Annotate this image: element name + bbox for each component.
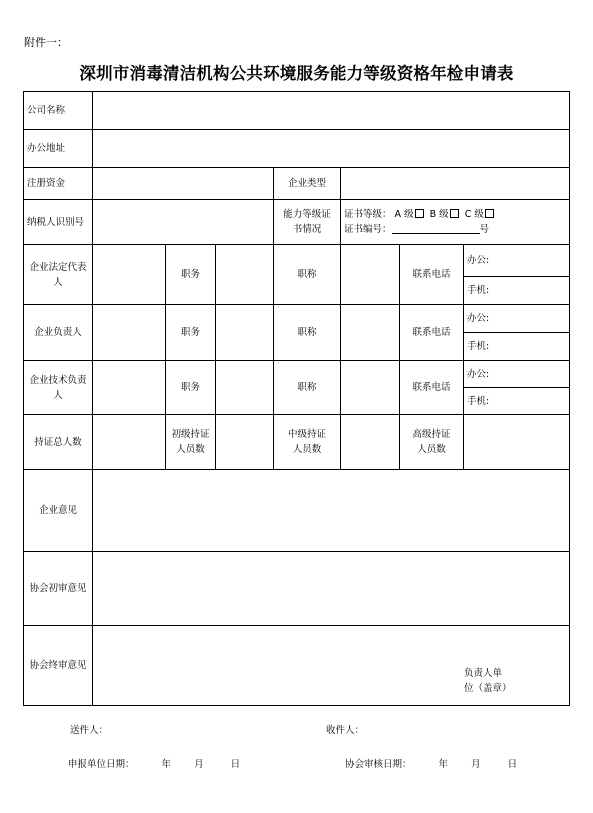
cert-level-label: 证书等级： [344, 209, 392, 220]
senior-certified-label-line1: 高级持证 [412, 429, 451, 440]
cert-level-line [344, 207, 567, 222]
person-in-charge-mobile[interactable]: 手机: [464, 333, 570, 361]
tax-id-label: 纳税人识别号 [24, 200, 93, 245]
seal-note [464, 666, 512, 696]
legal-rep-mobile[interactable]: 手机: [464, 277, 570, 305]
cert-status-label-line1: 能力等级证 [283, 209, 331, 220]
junior-certified-field[interactable] [216, 415, 274, 470]
applicant-date-year: 年 [161, 759, 172, 770]
office-address-field[interactable] [93, 130, 570, 168]
person-in-charge-phone-label: 联系电话 [400, 305, 464, 361]
legal-rep-position-label: 职务 [166, 245, 216, 305]
tech-lead-position-label: 职务 [166, 361, 216, 415]
tech-lead-label: 企业技术负责人 [24, 361, 93, 415]
senior-certified-label [400, 415, 464, 470]
company-opinion-label: 企业意见 [24, 470, 93, 552]
form-title: 深圳市消毒清洁机构公共环境服务能力等级资格年检申请表 [79, 64, 514, 83]
cert-level-b-label: B 级 [429, 209, 449, 220]
tech-lead-name-field[interactable] [93, 361, 166, 415]
legal-rep-phone-label: 联系电话 [400, 245, 464, 305]
legal-rep-office-phone[interactable]: 办公: [464, 245, 570, 277]
applicant-date-label: 申报单位日期： [68, 759, 135, 770]
registered-capital-field[interactable] [93, 168, 274, 200]
company-name-label: 公司名称 [24, 92, 93, 130]
senior-certified-field[interactable] [464, 415, 570, 470]
cert-level-a-checkbox[interactable] [415, 209, 424, 218]
tech-lead-position-field[interactable] [216, 361, 274, 415]
cert-status-label-line2: 书情况 [292, 224, 322, 235]
tech-lead-title-label: 职称 [274, 361, 341, 415]
person-in-charge-position-field[interactable] [216, 305, 274, 361]
attachment-label: 附件一： [24, 36, 68, 49]
assoc-date-year: 年 [438, 759, 449, 770]
sender-label: 送件人： [70, 725, 109, 736]
receiver-label: 收件人： [326, 725, 365, 736]
senior-certified-label-line2: 人员数 [417, 444, 446, 455]
total-certified-label: 持证总人数 [24, 415, 93, 470]
assoc-initial-review-label: 协会初审意见 [24, 552, 93, 626]
cert-number-label: 证书编号： [344, 224, 392, 235]
cert-number-suffix: 号 [479, 224, 490, 235]
mid-certified-label-line1: 中级持证 [287, 429, 326, 440]
total-certified-field[interactable] [93, 415, 166, 470]
person-in-charge-position-label: 职务 [166, 305, 216, 361]
tech-lead-phone-label: 联系电话 [400, 361, 464, 415]
company-type-label: 企业类型 [274, 168, 341, 200]
tech-lead-office-phone[interactable]: 办公: [464, 361, 570, 388]
registered-capital-label: 注册资金 [24, 168, 93, 200]
mid-certified-field[interactable] [341, 415, 400, 470]
person-in-charge-title-field[interactable] [341, 305, 400, 361]
junior-certified-label-line1: 初级持证 [171, 429, 210, 440]
cert-status-label [274, 200, 341, 245]
assoc-initial-review-field[interactable] [93, 552, 570, 626]
assoc-date-row [345, 756, 517, 770]
tax-id-field[interactable] [93, 200, 274, 245]
company-opinion-field[interactable] [93, 470, 570, 552]
cert-level-c-label: C 级 [464, 209, 484, 220]
tech-lead-title-field[interactable] [341, 361, 400, 415]
legal-rep-title-field[interactable] [341, 245, 400, 305]
applicant-date-day: 日 [230, 759, 241, 770]
person-in-charge-office-phone[interactable]: 办公: [464, 305, 570, 333]
office-address-label: 办公地址 [24, 130, 93, 168]
legal-rep-position-field[interactable] [216, 245, 274, 305]
junior-certified-label [166, 415, 216, 470]
applicant-date-row [68, 756, 240, 770]
cert-level-b-checkbox[interactable] [450, 209, 459, 218]
company-type-field[interactable] [341, 168, 570, 200]
cert-level-c-checkbox[interactable] [485, 209, 494, 218]
seal-note-line1: 负责人单 [464, 668, 503, 679]
cert-number-field[interactable] [392, 223, 480, 234]
mid-certified-label-line2: 人员数 [292, 444, 322, 455]
person-in-charge-name-field[interactable] [93, 305, 166, 361]
application-form-table [23, 91, 570, 706]
person-in-charge-title-label: 职称 [274, 305, 341, 361]
cert-level-a-label: A 级 [394, 209, 414, 220]
assoc-final-review-label: 协会终审意见 [24, 626, 93, 706]
junior-certified-label-line2: 人员数 [176, 444, 205, 455]
person-in-charge-label: 企业负责人 [24, 305, 93, 361]
cert-number-line [344, 222, 567, 237]
assoc-date-label: 协会审核日期： [345, 759, 412, 770]
applicant-date-month: 月 [194, 759, 204, 770]
legal-rep-label: 企业法定代表人 [24, 245, 93, 305]
tech-lead-mobile[interactable]: 手机: [464, 388, 570, 415]
assoc-date-day: 日 [507, 759, 518, 770]
mid-certified-label [274, 415, 341, 470]
company-name-field[interactable] [93, 92, 570, 130]
legal-rep-title-label: 职称 [274, 245, 341, 305]
cert-status-field [341, 200, 570, 245]
seal-note-line2: 位（盖章） [464, 683, 512, 694]
assoc-date-month: 月 [471, 759, 481, 770]
legal-rep-name-field[interactable] [93, 245, 166, 305]
